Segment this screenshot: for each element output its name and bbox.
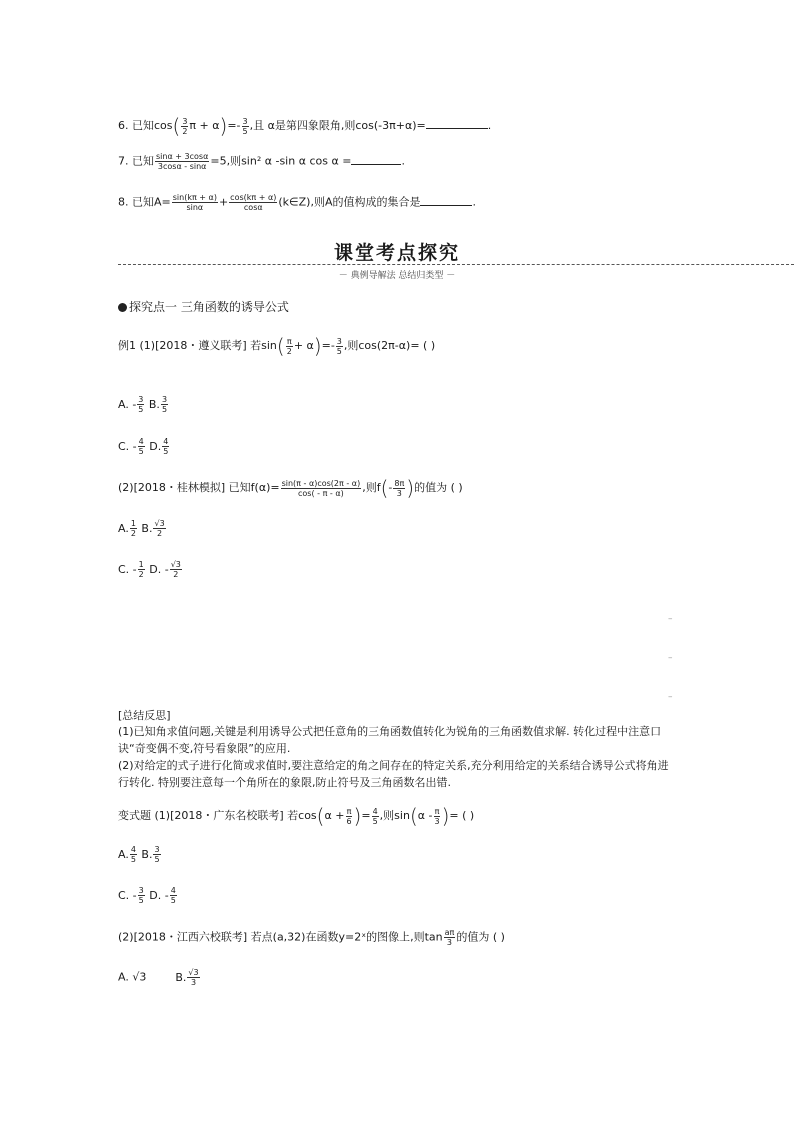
option-a[interactable]: A. $\frac{4}{5}$ [118, 845, 136, 864]
option-a[interactable]: A. √3 [118, 970, 147, 984]
summary-title: [总结反思] [118, 709, 171, 722]
variant-part-2: (2)[2018・江西六校联考] 若点(a,32)在函数y=2ˣ的图像上,则tan $\frac{a\pi}{3}$ 的值为 ( ) [118, 928, 505, 947]
options-row [118, 886, 178, 905]
bullet-icon [118, 303, 127, 312]
option-a[interactable]: A. - $\frac{3}{5}$ [118, 395, 144, 414]
summary-paragraph-2: (2)对给定的式子进行化简或求值时,要注意给定的角之间存在的特定关系,充分利用给定的关系结合诱导公式将角进行转化. 特别要注意每一个角所在的象限,防止符号及三角函数名出错. [118, 759, 669, 789]
fraction: $\frac{8\pi}{3}$ [394, 478, 405, 498]
option-d[interactable]: D. - $\frac{√3}{2}$ [149, 560, 181, 579]
option-c[interactable]: C. - $\frac{4}{5}$ [118, 437, 144, 456]
fraction: $\frac{3}{2}$ [182, 116, 188, 136]
answer-blank[interactable] [420, 195, 472, 206]
topic-heading: 探究点一 三角函数的诱导公式 [118, 298, 289, 315]
question-7: 7. 已知 $\frac{\sin\alpha + 3\cos\alpha}{3\cos\alpha - \sin\alpha}$ =5,则sin² α -sin α cos α = . [118, 152, 405, 171]
example-1-part-1: 例1 (1)[2018・遵义联考] 若sin( $\frac{\pi}{2}$ + α)=- $\frac{3}{5}$ ,则cos(2π-α)= ( ) [118, 334, 436, 358]
option-c[interactable]: C. - $\frac{1}{2}$ [118, 560, 144, 579]
summary-paragraph-1: (1)已知角求值问题,关键是利用诱导公式把任意角的三角函数值转化为锐角的三角函数值求解. 转化过程中注意口诀“奇变偶不变,符号看象限”的应用. [118, 725, 662, 755]
section-subtitle: － 典例导解法 总结归类型 － [338, 271, 456, 281]
fraction: $\frac{3}{5}$ [242, 116, 248, 136]
option-c[interactable]: C. - $\frac{3}{5}$ [118, 886, 144, 905]
option-a[interactable]: A. $\frac{1}{2}$ [118, 519, 136, 538]
options-row [118, 519, 167, 538]
example-1-part-2: (2)[2018・桂林模拟] 已知f(α)= $\frac{\sin(\pi - \alpha)\cos(2\pi - \alpha)}{\cos( - \pi - \alpha)}$ ,则f(- $\frac{8\pi}{3}$ )的值为 ( ) [118, 476, 463, 500]
question-8: 8. 已知A= $\frac{\sin(k\pi + \alpha)}{\sin\alpha}$ + $\frac{\cos(k\pi + \alpha)}{\cos\alpha}$ (k∈Z),则A的值构成的集合是 . [118, 193, 476, 212]
options-row [118, 845, 162, 864]
margin-mark: – [668, 614, 673, 624]
fraction: $\frac{\sin(\pi - \alpha)\cos(2\pi - \alpha)}{\cos( - \pi - \alpha)}$ [281, 478, 361, 498]
fraction: $\frac{\cos(k\pi + \alpha)}{\cos\alpha}$ [230, 193, 277, 212]
fraction: $\frac{\sin(k\pi + \alpha)}{\sin\alpha}$ [172, 193, 217, 212]
margin-mark: – [668, 653, 673, 663]
option-b[interactable]: B. $\frac{3}{5}$ [148, 395, 168, 414]
variant-part-1: 变式题 (1)[2018・广东名校联考] 若cos(α + $\frac{\pi}{6}$ )= $\frac{4}{5}$ ,则sin(α - $\frac{\pi}{3}$ )= ( ) [118, 804, 475, 828]
answer-blank[interactable] [351, 154, 401, 165]
options-row [118, 968, 201, 987]
fraction: $\frac{3}{5}$ [336, 336, 342, 356]
option-b[interactable]: B. $\frac{√3}{2}$ [141, 519, 165, 538]
option-b[interactable]: B. $\frac{3}{5}$ [141, 845, 160, 864]
options-row [118, 437, 170, 456]
option-d[interactable]: D. $\frac{4}{5}$ [149, 437, 169, 456]
section-title: 课堂考点探究 [333, 242, 460, 264]
fraction: $\frac{\sin\alpha + 3\cos\alpha}{3\cos\alpha - \sin\alpha}$ [156, 152, 209, 171]
margin-mark: – [668, 692, 673, 702]
section-divider [118, 264, 794, 265]
option-b[interactable]: B. $\frac{√3}{3}$ [175, 968, 199, 987]
answer-blank[interactable] [426, 118, 488, 129]
fraction: $\frac{\pi}{2}$ [286, 336, 292, 356]
options-row [118, 560, 183, 579]
options-row [118, 395, 169, 414]
question-6: 6. 已知cos( $\frac{3}{2}$ π + α)=- $\frac{3}{5}$ ,且 α是第四象限角,则cos(-3π+α)= . [118, 114, 492, 138]
option-d[interactable]: D. - $\frac{4}{5}$ [149, 886, 176, 905]
